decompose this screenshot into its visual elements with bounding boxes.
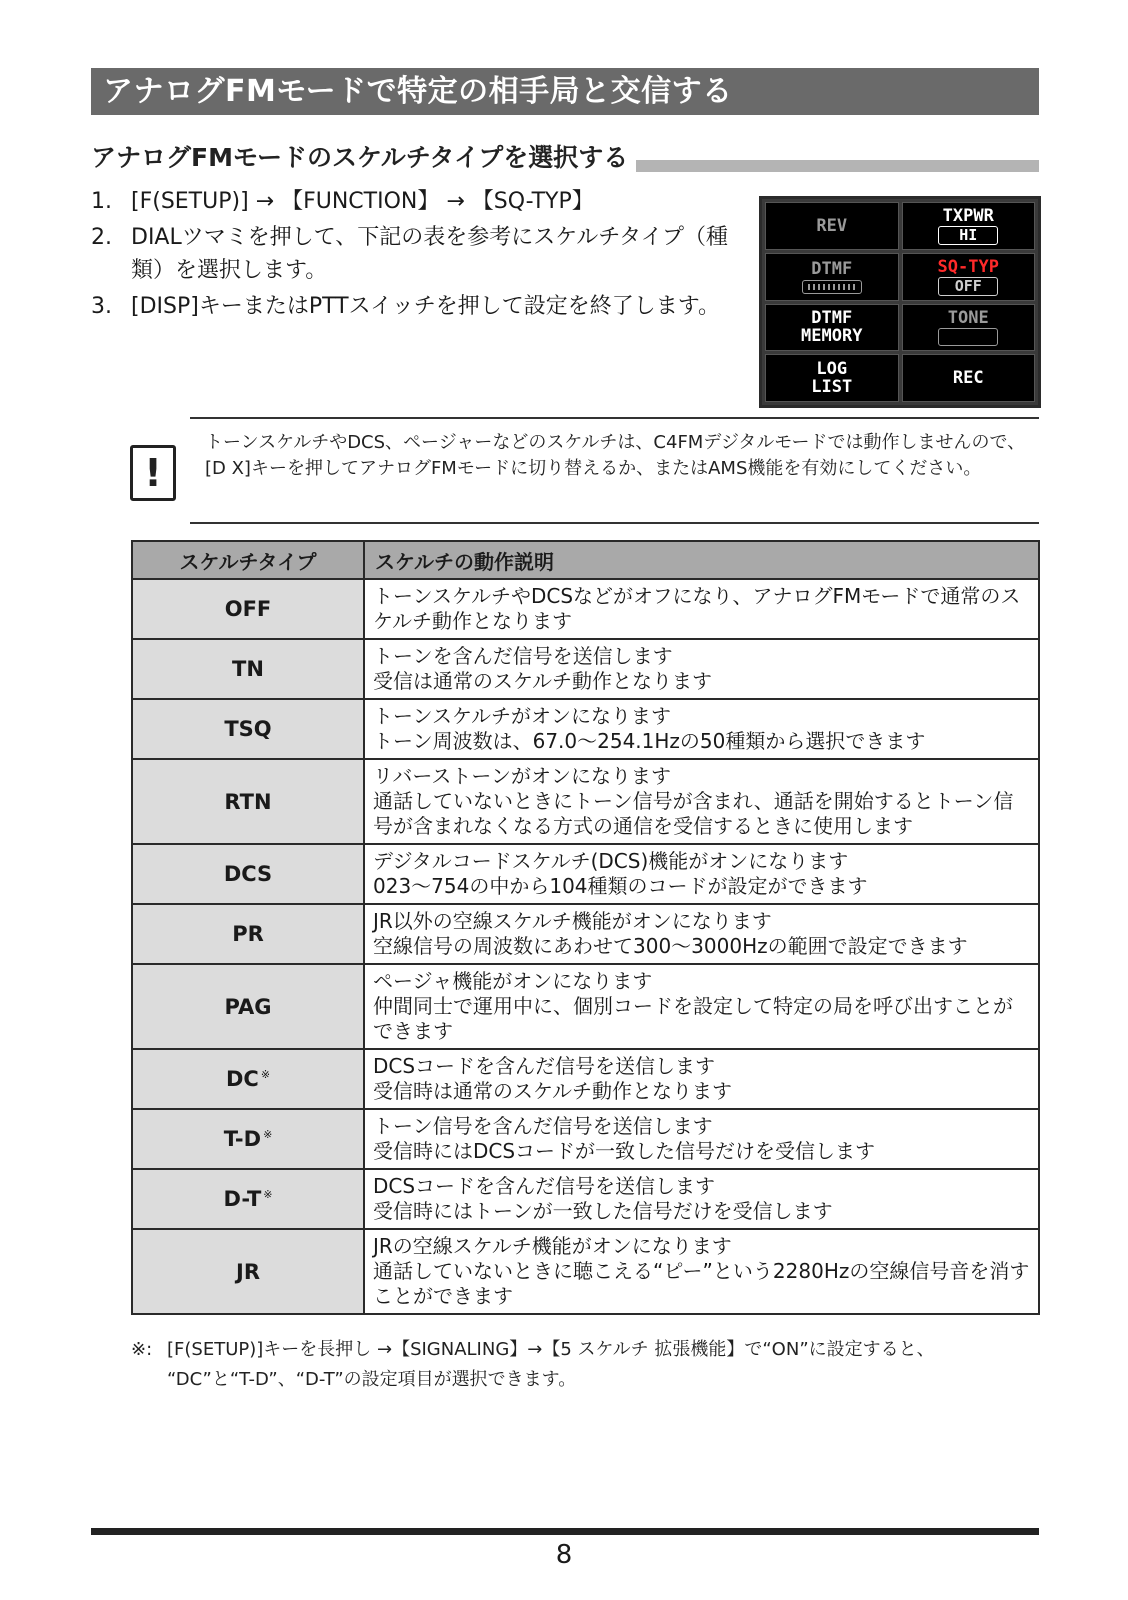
page-title: アナログFMモードで特定の相手局と交信する	[91, 68, 1039, 115]
lcd-key-rev	[765, 202, 899, 250]
squelch-type-cell	[132, 699, 364, 759]
squelch-type-cell	[132, 1109, 364, 1169]
lcd-key-dtmf	[765, 253, 899, 301]
function-menu-screen	[759, 196, 1041, 408]
step-item	[91, 185, 731, 218]
lcd-label: REC	[952, 368, 984, 389]
description-line: 受信時にはトーンが一致した信号だけを受信します	[373, 1199, 833, 1223]
step-number: 1.	[91, 189, 112, 214]
squelch-description-cell	[364, 639, 1039, 699]
lcd-key-dtmf-memory	[765, 304, 899, 352]
squelch-description-cell	[364, 1109, 1039, 1169]
squelch-description-cell	[364, 844, 1039, 904]
description-line: トーンを含んだ信号を送信します	[373, 644, 673, 668]
squelch-type-label: DCS	[223, 862, 273, 886]
lcd-key-tone	[902, 304, 1036, 352]
step-text: DIALツマミを押して、下記の表を参考にスケルチタイプ（種類）を選択します。	[131, 225, 728, 283]
squelch-type-label: TN	[232, 657, 264, 681]
squelch-type-label: D-T	[223, 1187, 262, 1211]
table-row	[132, 904, 1039, 964]
description-line: JR以外の空線スケルチ機能がオンになります	[373, 909, 772, 933]
squelch-description-cell	[364, 759, 1039, 844]
squelch-description-cell	[364, 579, 1039, 639]
table-body	[132, 579, 1039, 1314]
description-line: トーン信号を含んだ信号を送信します	[373, 1114, 713, 1138]
squelch-type-cell	[132, 844, 364, 904]
lcd-label: LIST	[811, 377, 853, 398]
description-line: JRの空線スケルチ機能がオンになります	[373, 1234, 732, 1258]
squelch-type-cell	[132, 964, 364, 1049]
description-line: 仲間同士で運用中に、個別コードを設定して特定の局を呼び出すことができます	[373, 994, 1013, 1043]
lcd-label: DTMF	[811, 258, 853, 279]
squelch-description-cell	[364, 1169, 1039, 1229]
footnote-reference-mark: ※	[263, 1188, 273, 1201]
squelch-type-cell	[132, 759, 364, 844]
description-line: トーン周波数は、67.0〜254.1Hzの50種類から選択できます	[373, 729, 926, 753]
squelch-type-label: DC	[225, 1067, 259, 1091]
squelch-description-cell	[364, 904, 1039, 964]
description-line: ページャ機能がオンになります	[373, 969, 653, 993]
table-row	[132, 1229, 1039, 1314]
step-number: 2.	[91, 225, 112, 250]
description-line: DCSコードを含んだ信号を送信します	[373, 1174, 716, 1198]
description-line: トーンスケルチがオンになります	[373, 704, 671, 728]
lcd-label: TONE	[947, 307, 989, 328]
table-row	[132, 639, 1039, 699]
footnote-text: [F(SETUP)]キーを長押し →【SIGNALING】→【5 スケルチ 拡張機能】で“ON”に設定すると、	[167, 1339, 935, 1360]
step-number: 3.	[91, 294, 112, 319]
step-text: [DISP]キーまたはPTTスイッチを押して設定を終了します。	[131, 294, 720, 319]
description-line: 空線信号の周波数にあわせて300〜3000Hzの範囲で設定できます	[373, 934, 968, 958]
table-row	[132, 964, 1039, 1049]
lcd-label: LOG	[816, 359, 848, 380]
description-line: 023〜754の中から104種類のコードが設定ができます	[373, 874, 868, 898]
footnote-line	[131, 1335, 1041, 1365]
description-line: 通話していないときに聴こえる“ピー”という2280Hzの空線信号音を消すことができます	[373, 1259, 1030, 1308]
lcd-label: TXPWR	[942, 205, 994, 226]
note-divider-top	[190, 417, 1039, 419]
lcd-value: HI	[938, 226, 998, 245]
squelch-type-cell	[132, 1229, 364, 1314]
step-item	[91, 221, 731, 287]
table-row	[132, 1049, 1039, 1109]
squelch-type-label: RTN	[224, 789, 272, 814]
lcd-key-log-list	[765, 354, 899, 402]
footnote	[131, 1335, 1041, 1395]
squelch-type-cell	[132, 1049, 364, 1109]
footnote-reference-mark: ※	[263, 1128, 273, 1141]
squelch-description-cell	[364, 964, 1039, 1049]
column-header: スケルチの動作説明	[364, 541, 1039, 579]
squelch-type-cell	[132, 579, 364, 639]
table-row	[132, 759, 1039, 844]
step-text: [F(SETUP)] → 【FUNCTION】 → 【SQ-TYP】	[131, 189, 594, 214]
step-item	[91, 290, 731, 323]
table-row	[132, 579, 1039, 639]
squelch-description-cell	[364, 1229, 1039, 1314]
squelch-type-table	[131, 540, 1040, 1315]
column-header: スケルチタイプ	[132, 541, 364, 579]
table-row	[132, 844, 1039, 904]
description-line: 通話していないときにトーン信号が含まれ、通話を開始するとトーン信号が含まれなくなる方式の通信を受信するときに使用します	[373, 789, 1014, 838]
footnote-reference-mark: ※	[260, 1068, 271, 1081]
lcd-label: SQ-TYP	[937, 256, 999, 277]
description-line: リバーストーンがオンになります	[373, 764, 671, 788]
table-row	[132, 1109, 1039, 1169]
squelch-type-cell	[132, 1169, 364, 1229]
squelch-description-cell	[364, 699, 1039, 759]
table-row	[132, 699, 1039, 759]
squelch-type-label: OFF	[224, 597, 272, 621]
lcd-label: REV	[816, 215, 848, 236]
squelch-type-label: JR	[236, 1259, 260, 1284]
lcd-label: MEMORY	[801, 326, 863, 347]
steps-list	[91, 185, 731, 326]
description-line: トーンスケルチやDCSなどがオフになり、アナログFMモードで通常のスケルチ動作となります	[373, 584, 1021, 633]
squelch-type-label: PAG	[224, 994, 272, 1019]
lcd-value: OFF	[938, 277, 998, 296]
table-header-row	[132, 541, 1039, 579]
description-line: 受信は通常のスケルチ動作となります	[373, 669, 712, 693]
squelch-type-label: TSQ	[224, 717, 272, 741]
squelch-type-cell	[132, 639, 364, 699]
section-subtitle: アナログFMモードのスケルチタイプを選択する	[91, 140, 636, 176]
lcd-value-empty	[938, 328, 998, 346]
squelch-type-cell	[132, 904, 364, 964]
description-line: デジタルコードスケルチ(DCS)機能がオンになります	[373, 849, 849, 873]
dtmf-meter-icon	[802, 280, 862, 294]
table-row	[132, 1169, 1039, 1229]
exclamation-icon: !	[130, 445, 176, 501]
lcd-key-txpwr	[902, 202, 1036, 250]
squelch-description-cell	[364, 1049, 1039, 1109]
caution-note: トーンスケルチやDCS、ページャーなどのスケルチは、C4FMデジタルモードでは動作しませんので、[D X]キーを押してアナログFMモードに切り替えるか、またはAMS機能を有効にしてください。	[205, 432, 1026, 479]
lcd-label: DTMF	[811, 308, 853, 329]
lcd-key-sq-typ	[902, 253, 1036, 301]
note-divider-bottom	[190, 522, 1039, 524]
description-line: 受信時にはDCSコードが一致した信号だけを受信します	[373, 1139, 876, 1163]
lcd-key-rec	[902, 354, 1036, 402]
squelch-type-label: T-D	[223, 1127, 262, 1151]
description-line: 受信時は通常のスケルチ動作となります	[373, 1079, 732, 1103]
footnote-mark: ※:	[131, 1339, 153, 1360]
footer-rule	[91, 1528, 1039, 1535]
footnote-text: “DC”と“T-D”、“D-T”の設定項目が選択できます。	[167, 1369, 577, 1390]
description-line: DCSコードを含んだ信号を送信します	[373, 1054, 716, 1078]
page-number: 8	[555, 1540, 573, 1570]
squelch-type-label: PR	[232, 922, 264, 946]
